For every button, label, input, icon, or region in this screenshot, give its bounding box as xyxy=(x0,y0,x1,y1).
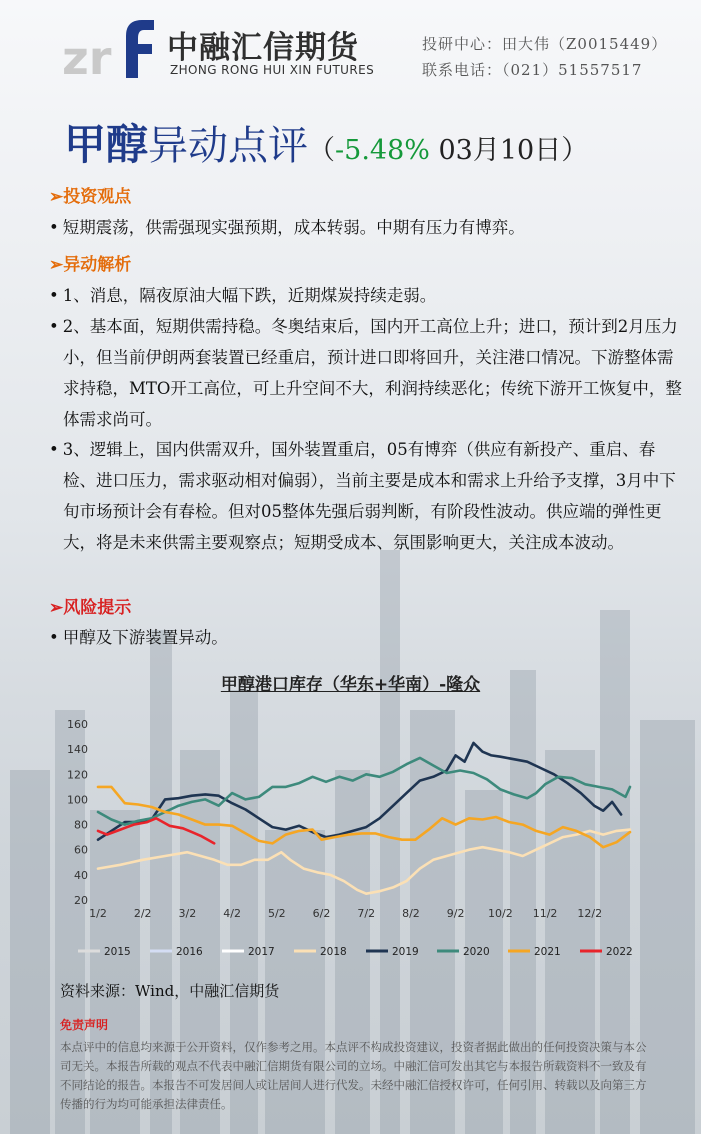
arrow-icon: ➢ xyxy=(49,598,64,618)
y-tick-label: 60 xyxy=(74,843,88,857)
contact-analyst: 投研中心：田大伟（Z0015449） xyxy=(422,35,668,53)
inventory-line-chart xyxy=(0,700,701,970)
legend-label-2016: 2016 xyxy=(176,946,203,958)
series-line-2019 xyxy=(98,743,621,840)
y-tick-label: 140 xyxy=(67,743,88,757)
bullet-icon: • xyxy=(49,286,59,305)
analysis-item-text: 3、逻辑上，国内供需双升，国外装置重启，05有博弈（供应有新投产、重启、春检、进口压力，需求驱动相对偏弱），当前主要是成本和需求上升给予支撑，3月中下旬市场预计会有春检。但对05整体先强后弱判断，有阶段性波动。供应端的弹性更大，将是未来供需主要观察点；短期受成本、氛围影响更大，关注成本波动。 xyxy=(62,440,676,552)
x-tick-label: 8/2 xyxy=(402,907,420,920)
legend-label-2021: 2021 xyxy=(534,946,561,958)
legend-label-2017: 2017 xyxy=(248,946,275,958)
y-tick-label: 40 xyxy=(74,868,88,882)
company-name-cn: 中融汇信期货 xyxy=(167,30,359,66)
y-tick-label: 160 xyxy=(67,718,88,731)
x-tick-label: 5/2 xyxy=(267,907,286,920)
legend-label-2019: 2019 xyxy=(392,946,419,958)
x-tick-label: 1/2 xyxy=(89,907,107,920)
analysis-item xyxy=(49,311,683,435)
x-tick-label: 6/2 xyxy=(312,907,331,920)
data-source: 资料来源：Wind，中融汇信期货 xyxy=(60,982,280,1000)
section-heading-analysis xyxy=(49,250,131,275)
title-subject: 异动点评 xyxy=(148,123,309,169)
view-paragraph xyxy=(49,212,683,243)
legend-label-2015: 2015 xyxy=(104,946,131,958)
analysis-item xyxy=(49,434,683,558)
disclaimer-text: 本点评中的信息均来源于公开资料，仅作参考之用。本点评不构成投资建议，投资者据此做出的任何投资决策与本公司无关。本报告所载的观点不代表中融汇信期货有限公司的立场。中融汇信可发出其它与本报告所载资料不一致及有不同结论的报告。本报告不可发居间人或让居间人进行代发。未经中融汇信授权许可，任何引用、转载以及向第三方传播的行为均可能承担法律责任。 xyxy=(60,1040,647,1111)
series-line-2021 xyxy=(98,787,630,847)
chart-title xyxy=(0,670,701,695)
bullet-icon: • xyxy=(49,440,59,459)
x-tick-label: 7/2 xyxy=(357,907,376,920)
view-text: 短期震荡，供需强现实强预期，成本转弱。中期有压力有博弈。 xyxy=(62,218,525,237)
y-tick-label: 100 xyxy=(67,793,88,807)
contact-phone: 联系电话：（021）51557517 xyxy=(422,61,643,79)
legend-label-2022: 2022 xyxy=(606,946,633,958)
risk-paragraph xyxy=(49,622,683,653)
company-logo xyxy=(62,14,158,80)
legend-label-2018: 2018 xyxy=(320,946,347,958)
page-title xyxy=(64,112,588,172)
legend-label-2020: 2020 xyxy=(463,946,490,958)
series-line-2018 xyxy=(98,830,630,894)
risk-text: 甲醇及下游装置异动。 xyxy=(62,628,228,647)
title-product: 甲醇 xyxy=(64,120,149,169)
bullet-icon: • xyxy=(49,317,59,336)
x-tick-label: 12/2 xyxy=(577,907,603,920)
arrow-icon: ➢ xyxy=(49,255,64,275)
y-tick-label: 120 xyxy=(67,768,88,782)
x-tick-label: 4/2 xyxy=(223,907,241,920)
x-tick-label: 2/2 xyxy=(133,907,152,920)
x-tick-label: 10/2 xyxy=(488,907,513,920)
disclaimer-title: 免责声明 xyxy=(60,1018,109,1032)
section-heading-view xyxy=(49,182,131,207)
x-tick-label: 9/2 xyxy=(446,907,465,920)
chart-title-text: 甲醇港口库存（华东+华南）-隆众 xyxy=(220,675,481,695)
y-tick-label: 80 xyxy=(74,818,88,832)
bullet-icon: • xyxy=(49,628,59,647)
x-tick-label: 11/2 xyxy=(532,907,558,920)
y-tick-label: 20 xyxy=(74,894,88,907)
header xyxy=(0,0,701,100)
section-analysis-label: 异动解析 xyxy=(63,255,132,275)
company-name-en: ZHONG RONG HUI XIN FUTURES xyxy=(170,63,375,77)
section-view-label: 投资观点 xyxy=(63,187,132,207)
analysis-item xyxy=(49,280,683,311)
bullet-icon: • xyxy=(49,218,59,237)
title-close-paren: ） xyxy=(561,135,589,166)
analysis-item-text: 2、基本面，短期供需持稳。冬奥结束后，国内开工高位上升；进口，预计到2月压力小，但当前伊朗两套装置已经重启，预计进口即将回升，关注港口情况。下游整体需求持稳，MTO开工高位，可上升空间不大，利润持续恶化；传统下游开工恢复中，整体需求尚可。 xyxy=(62,317,682,429)
title-open-paren: （ xyxy=(308,135,336,166)
analysis-item-text: 1、消息，隔夜原油大幅下跌，近期煤炭持续走弱。 xyxy=(62,286,437,305)
section-heading-risk xyxy=(49,593,131,618)
svg-text:zr: zr xyxy=(62,31,112,80)
title-change: -5.48% xyxy=(335,135,430,166)
arrow-icon: ➢ xyxy=(49,187,64,207)
title-date: 03月10日 xyxy=(429,135,562,166)
x-tick-label: 3/2 xyxy=(178,907,197,920)
section-risk-label: 风险提示 xyxy=(63,598,132,618)
